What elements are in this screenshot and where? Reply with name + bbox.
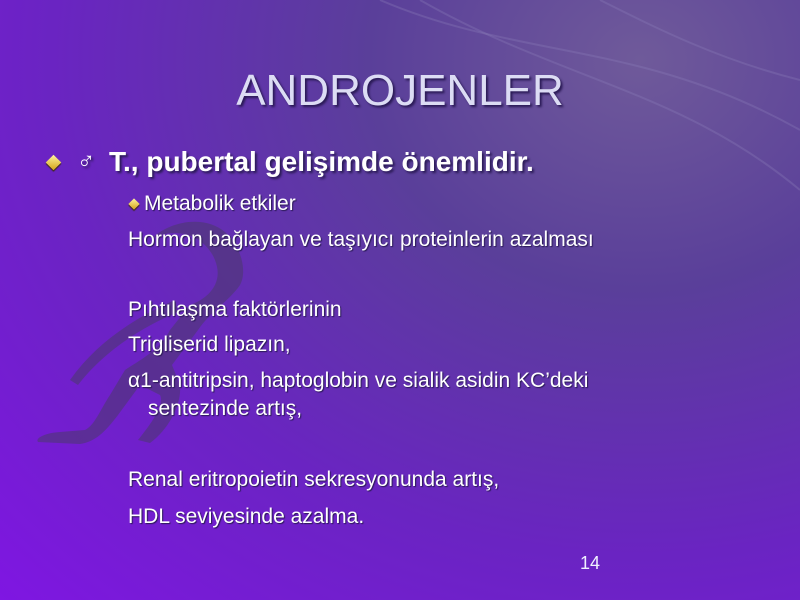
text-line-continuation: sentezinde artış, bbox=[148, 397, 303, 420]
text-line: HDL seviyesinde azalma. bbox=[128, 505, 365, 528]
text-line: Trigliserid lipazın, bbox=[128, 333, 291, 356]
slide-title: ANDROJENLER bbox=[236, 66, 564, 115]
sub-bullet-text: Metabolik etkiler bbox=[144, 192, 296, 215]
male-symbol: ♂ bbox=[77, 148, 95, 175]
text-line: Pıhtılaşma faktörlerinin bbox=[128, 298, 342, 321]
text-line: α1-antitripsin, haptoglobin ve sialik asidin KC’deki bbox=[128, 369, 589, 392]
text-line: Renal eritropoietin sekresyonunda artış, bbox=[128, 468, 500, 491]
diamond-bullet-icon bbox=[128, 198, 139, 209]
main-bullet bbox=[48, 146, 534, 178]
text-line: Hormon bağlayan ve taşıyıcı proteinlerin azalması bbox=[128, 228, 594, 251]
sub-bullet bbox=[130, 192, 296, 216]
page-number: 14 bbox=[580, 553, 601, 573]
diamond-bullet-icon bbox=[46, 154, 62, 170]
main-bullet-text: T., pubertal gelişimde önemlidir. bbox=[109, 146, 534, 177]
